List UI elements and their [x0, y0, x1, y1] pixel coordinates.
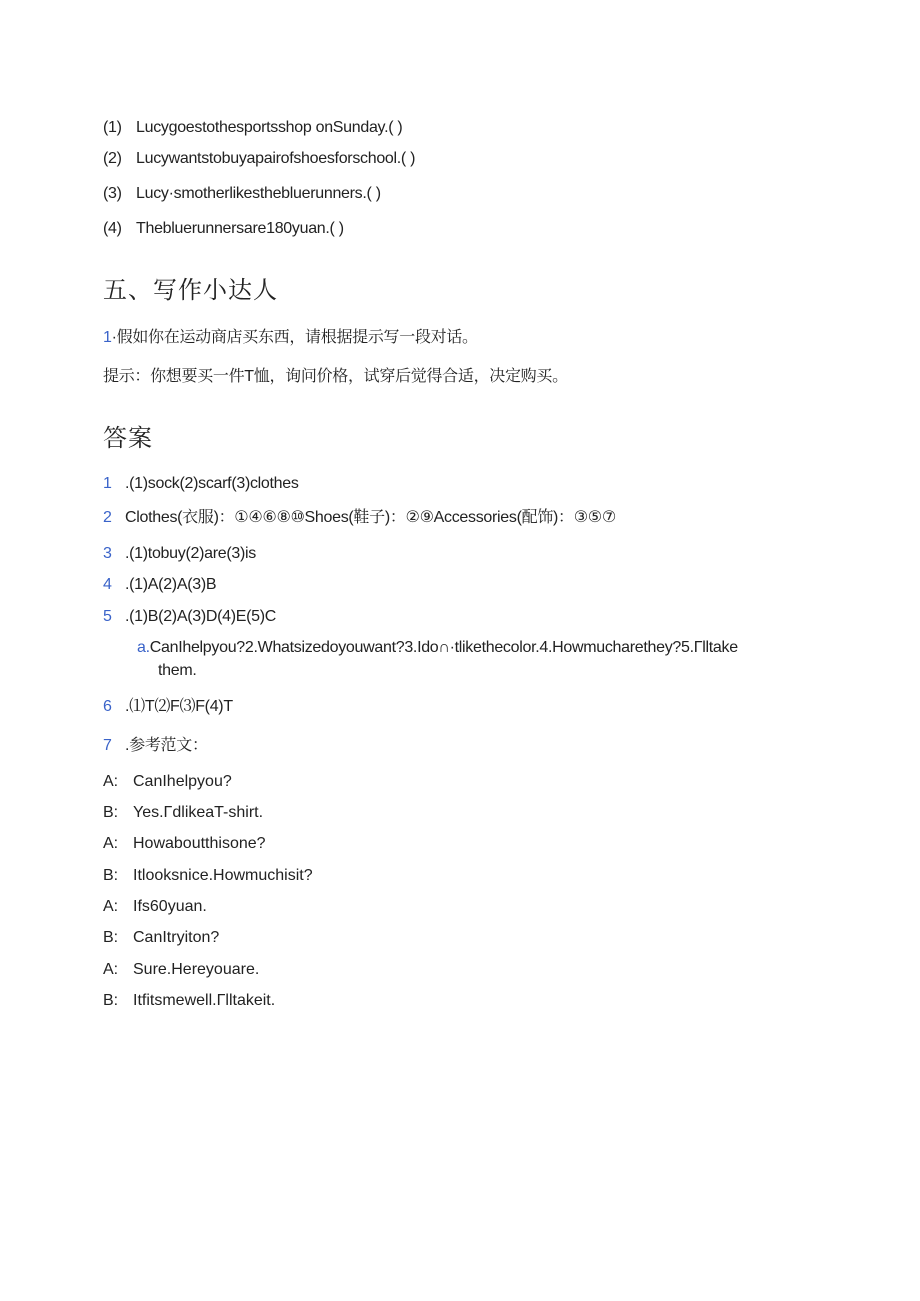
- item-text: Lucy·smotherlikesthebluerunners.( ): [136, 185, 381, 202]
- answer-item-4: [103, 575, 216, 595]
- task-text: ·假如你在运动商店买东西，请根据提示写一段对话。: [111, 329, 478, 346]
- dialogue-line: [103, 991, 275, 1011]
- answer-item-7: [103, 736, 208, 756]
- judgement-item-1: [103, 118, 402, 138]
- sub-a-text: CanIhelpyou?2.Whatsizedoyouwant?3.Ido∩·tlikethecolor.4.Howmucharethey?5.Γlltake: [149, 639, 738, 656]
- item-text: Lucywantstobuyapairofshoesforschool.( ): [136, 150, 416, 167]
- item-number: (4): [103, 220, 122, 237]
- answer-number: 2: [103, 509, 112, 526]
- utterance: Yes.ΓdlikeaT-shirt.: [133, 804, 264, 821]
- dialogue-line: [103, 803, 263, 823]
- item-number: (3): [103, 185, 122, 202]
- answer-text: .参考范文：: [125, 737, 208, 754]
- writing-task: [103, 328, 478, 348]
- item-text: Thebluerunnersare180yuan.( ): [136, 220, 344, 237]
- answer-text: Clothes(衣服)：①④⑥⑧⑩Shoes(鞋子)：②⑨Accessories(配饰)：③⑤⑦: [125, 509, 616, 526]
- speaker: B:: [103, 929, 119, 946]
- utterance: Sure.Hereyouare.: [133, 961, 260, 978]
- item-number: (2): [103, 150, 122, 167]
- judgement-item-4: [103, 219, 344, 239]
- dialogue-line: [103, 772, 232, 792]
- speaker: B:: [103, 992, 119, 1009]
- writing-hint: 提示：你想要买一件T恤，询问价格，试穿后觉得合适，决定购买。: [103, 368, 568, 385]
- dialogue-line: [103, 928, 219, 948]
- speaker: A:: [103, 835, 119, 852]
- dialogue-line: [103, 897, 207, 917]
- answer-sub-a-continued: them.: [158, 662, 197, 679]
- answer-number: 1: [103, 475, 112, 492]
- utterance: Howaboutthisone?: [133, 835, 266, 852]
- answer-sub-a: [137, 638, 738, 658]
- dialogue-line: [103, 960, 259, 980]
- answer-number: 7: [103, 737, 112, 754]
- speaker: B:: [103, 804, 119, 821]
- speaker: A:: [103, 898, 119, 915]
- answer-text: .(1)B(2)A(3)D(4)E(5)C: [125, 608, 277, 625]
- answer-number: 4: [103, 576, 112, 593]
- answer-text: .(1)tobuy(2)are(3)is: [125, 545, 256, 562]
- answer-item-2: [103, 508, 616, 528]
- answer-text: .(1)A(2)A(3)B: [125, 576, 217, 593]
- utterance: CanItryiton?: [133, 929, 220, 946]
- speaker: A:: [103, 961, 119, 978]
- dialogue-line: [103, 866, 313, 886]
- answer-item-3: [103, 544, 256, 564]
- item-number: (1): [103, 119, 122, 136]
- section-heading-writing: 五、写作小达人: [103, 277, 278, 304]
- answer-number: 3: [103, 545, 112, 562]
- answer-item-1: [103, 474, 299, 494]
- utterance: Itfitsmewell.Γlltakeit.: [133, 992, 276, 1009]
- answer-text: .(1)sock(2)scarf(3)clothes: [125, 475, 299, 492]
- utterance: Itlooksnice.Howmuchisit?: [133, 867, 313, 884]
- item-text: Lucygoestothesportsshop onSunday.( ): [136, 119, 403, 136]
- section-heading-answers: 答案: [103, 425, 153, 452]
- judgement-item-2: [103, 149, 415, 169]
- answer-item-6: [103, 697, 233, 717]
- speaker: A:: [103, 773, 119, 790]
- answer-number: 5: [103, 608, 112, 625]
- speaker: B:: [103, 867, 119, 884]
- sub-a-label: a.: [137, 639, 150, 656]
- judgement-item-3: [103, 184, 381, 204]
- task-number: 1: [103, 329, 112, 346]
- answer-text: .⑴T⑵F⑶F(4)T: [125, 698, 233, 715]
- answer-item-5: [103, 607, 276, 627]
- utterance: Ifs60yuan.: [133, 898, 207, 915]
- utterance: CanIhelpyou?: [133, 773, 232, 790]
- dialogue-line: [103, 834, 266, 854]
- answer-number: 6: [103, 698, 112, 715]
